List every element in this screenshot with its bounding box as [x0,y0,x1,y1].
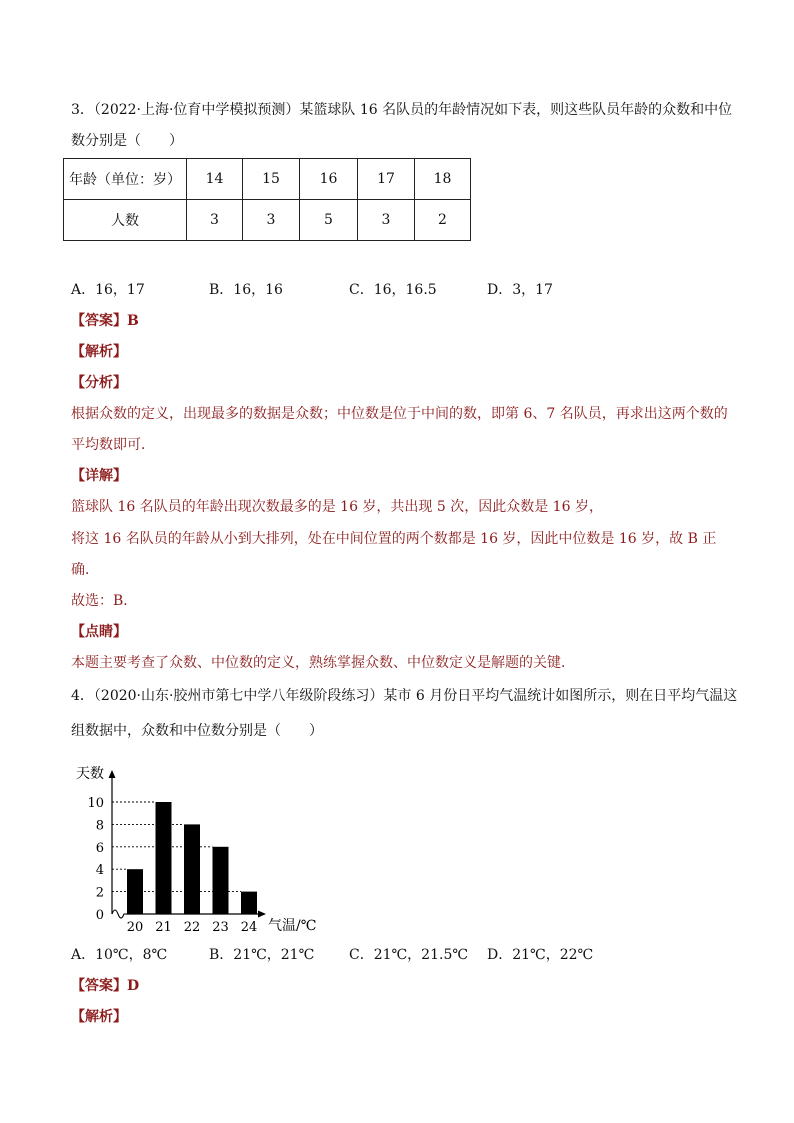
x-tick-label: 21 [155,920,172,935]
table-cell: 14 [187,159,243,200]
x-tick-label: 20 [126,920,144,935]
q3-fenxi-heading: 【分析】 [71,375,127,391]
q4-option-d: D．21℃，22℃ [487,947,594,963]
bar-22 [184,824,200,914]
x-tick-label: 24 [240,920,258,935]
y-tick-group [87,796,104,923]
y-tick-label: 4 [95,863,104,879]
y-tick-label: 0 [95,908,104,923]
axis-break-mark [112,910,126,918]
q3-dianjing-line1: 本题主要考查了众数、中位数的定义，熟练掌握众数、中位数定义是解题的关键． [71,655,575,671]
x-tick-label: 23 [212,920,229,935]
y-axis-title: 天数 [76,766,104,782]
y-axis-arrow [109,770,116,778]
q3-dianjing-heading: 【点睛】 [71,624,127,640]
q3-xiangjie-line1: 篮球队 16 名队员的年龄出现次数最多的是 16 岁，共出现 5 次，因此众数是 16 岁， [71,499,603,515]
table-cell: 18 [415,159,471,200]
bar-23 [213,847,229,914]
table-cell: 3 [358,200,415,241]
temperature-bar-chart [60,758,330,938]
x-axis-arrow [258,911,266,918]
table-cell: 3 [187,200,243,241]
q3-answer: 【答案】B [71,313,139,329]
table-header-age: 年龄（单位：岁） [64,159,187,200]
q4-answer: 【答案】D [71,978,140,994]
q3-option-a: A．16，17 [71,282,145,298]
x-tick-group [127,920,258,935]
q3-xiangjie-line2: 将这 16 名队员的年龄从小到大排列，处在中间位置的两个数都是 16 岁，因此中位数是 16 岁，故 B 正 [71,531,717,547]
bar-24 [241,892,257,914]
q3-xiangjie-line3: 确． [71,562,99,578]
q3-option-c: C．16，16.5 [349,282,437,298]
q4-stem-line1: 4．（2020·山东·胶州市第七中学八年级阶段练习）某市 6 月份日平均气温统计如图所示，则在日平均气温这 [71,688,738,704]
y-tick-label: 2 [95,885,104,901]
q3-analysis-heading: 【解析】 [71,344,127,360]
q4-option-a: A．10℃，8℃ [71,947,168,963]
q3-xiangjie-heading: 【详解】 [71,468,127,484]
table-cell: 5 [300,200,358,241]
q3-guxuan: 故选：B． [71,593,138,609]
bar-group [127,802,257,914]
table-cell: 2 [415,200,471,241]
bar-21 [156,802,172,914]
y-tick-label: 10 [87,796,104,811]
x-axis-title: 气温/℃ [268,918,317,934]
q3-option-d: D．3，17 [487,282,553,298]
table-cell: 15 [243,159,300,200]
q3-fenxi-line1: 根据众数的定义，出现最多的数据是众数；中位数是位于中间的数，即第 6、7 名队员，再求出这两个数的 [71,406,728,422]
table-cell: 3 [243,200,300,241]
q3-fenxi-line2: 平均数即可． [71,437,155,453]
table-row [64,200,471,241]
table-row [64,159,471,200]
q4-stem-line2: 组数据中，众数和中位数分别是（ ） [71,723,323,739]
age-table [63,158,471,241]
table-cell: 17 [358,159,415,200]
table-header-count: 人数 [64,200,187,241]
q4-analysis-heading: 【解析】 [71,1009,127,1025]
x-tick-label: 22 [183,920,201,935]
q3-stem-line2: 数分别是（ ） [71,133,183,149]
q4-option-b: B．21℃，21℃ [209,947,315,963]
q3-stem-line1: 3．（2022·上海·位育中学模拟预测）某篮球队 16 名队员的年龄情况如下表，则这些队员年龄的众数和中位 [71,102,733,118]
y-tick-label: 8 [95,818,104,834]
table-cell: 16 [300,159,358,200]
q3-option-b: B．16，16 [209,282,283,298]
q4-option-c: C．21℃，21.5℃ [349,947,469,963]
y-tick-label: 6 [95,840,104,856]
bar-20 [127,869,143,914]
